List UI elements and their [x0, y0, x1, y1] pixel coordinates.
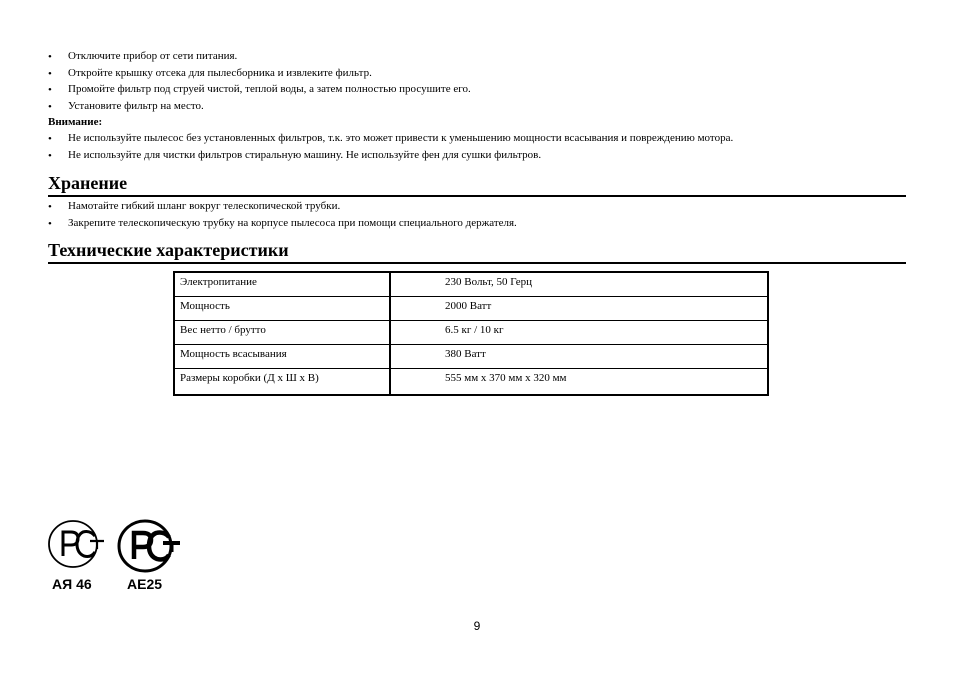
certification-marks: [47, 518, 187, 598]
table-row: [174, 296, 768, 320]
cleaning-steps-list: [48, 48, 471, 114]
list-item: • Откройте крышку отсека для пылесборника и извлеките фильтр.: [48, 65, 471, 82]
list-item: • Намотайте гибкий шланг вокруг телескопической трубки.: [48, 198, 517, 215]
specs-heading: Технические характеристики: [48, 240, 289, 260]
section-divider: [48, 195, 906, 197]
table-row: [174, 344, 768, 368]
certification-code: АЯ 46: [52, 576, 92, 592]
spec-value: 380 Ватт: [390, 344, 768, 368]
list-item: • Не используйте пылесос без установленных фильтров, т.к. это может привести к уменьшению мощности всасывания и повреждению мотора.: [48, 130, 733, 147]
bullet-icon: •: [48, 51, 52, 63]
table-row: [174, 320, 768, 344]
rst-certification-mark-icon: [47, 518, 109, 575]
list-item: • Отключите прибор от сети питания.: [48, 48, 471, 65]
specs-table: [173, 271, 769, 396]
warnings-list: [48, 130, 733, 163]
warning-label: Внимание:: [48, 116, 103, 128]
certification-code: АЕ25: [127, 576, 163, 592]
spec-label: Размеры коробки (Д х Ш х В): [174, 368, 390, 395]
list-item: • Не используйте для чистки фильтров стиральную машину. Не используйте фен для сушки фильтров.: [48, 147, 733, 164]
spec-label: Мощность: [174, 296, 390, 320]
spec-value: 555 мм х 370 мм х 320 мм: [390, 368, 768, 395]
bullet-icon: •: [48, 201, 52, 213]
spec-label: Вес нетто / брутто: [174, 320, 390, 344]
bullet-icon: •: [48, 84, 52, 97]
bullet-icon: •: [48, 149, 52, 162]
table-row: [174, 272, 768, 296]
list-item: • Промойте фильтр под струей чистой, теплой воды, а затем полностью просушите его.: [48, 81, 471, 98]
rst-certification-mark-icon: [117, 518, 183, 579]
storage-list: [48, 198, 517, 231]
table-row: [174, 368, 768, 395]
bullet-icon: •: [48, 67, 52, 80]
section-divider: [48, 262, 906, 264]
spec-label: Электропитание: [174, 272, 390, 296]
storage-heading: Хранение: [48, 173, 128, 193]
spec-label: Мощность всасывания: [174, 344, 390, 368]
list-item: • Закрепите телескопическую трубку на корпусе пылесоса при помощи специального держателя.: [48, 215, 517, 232]
spec-value: 2000 Ватт: [390, 296, 768, 320]
bullet-icon: •: [48, 133, 52, 145]
bullet-icon: •: [48, 217, 52, 230]
spec-value: 6.5 кг / 10 кг: [390, 320, 768, 344]
list-item: • Установите фильтр на место.: [48, 98, 471, 115]
bullet-icon: •: [48, 100, 52, 113]
spec-value: 230 Вольт, 50 Герц: [390, 272, 768, 296]
page-number: 9: [473, 619, 481, 633]
